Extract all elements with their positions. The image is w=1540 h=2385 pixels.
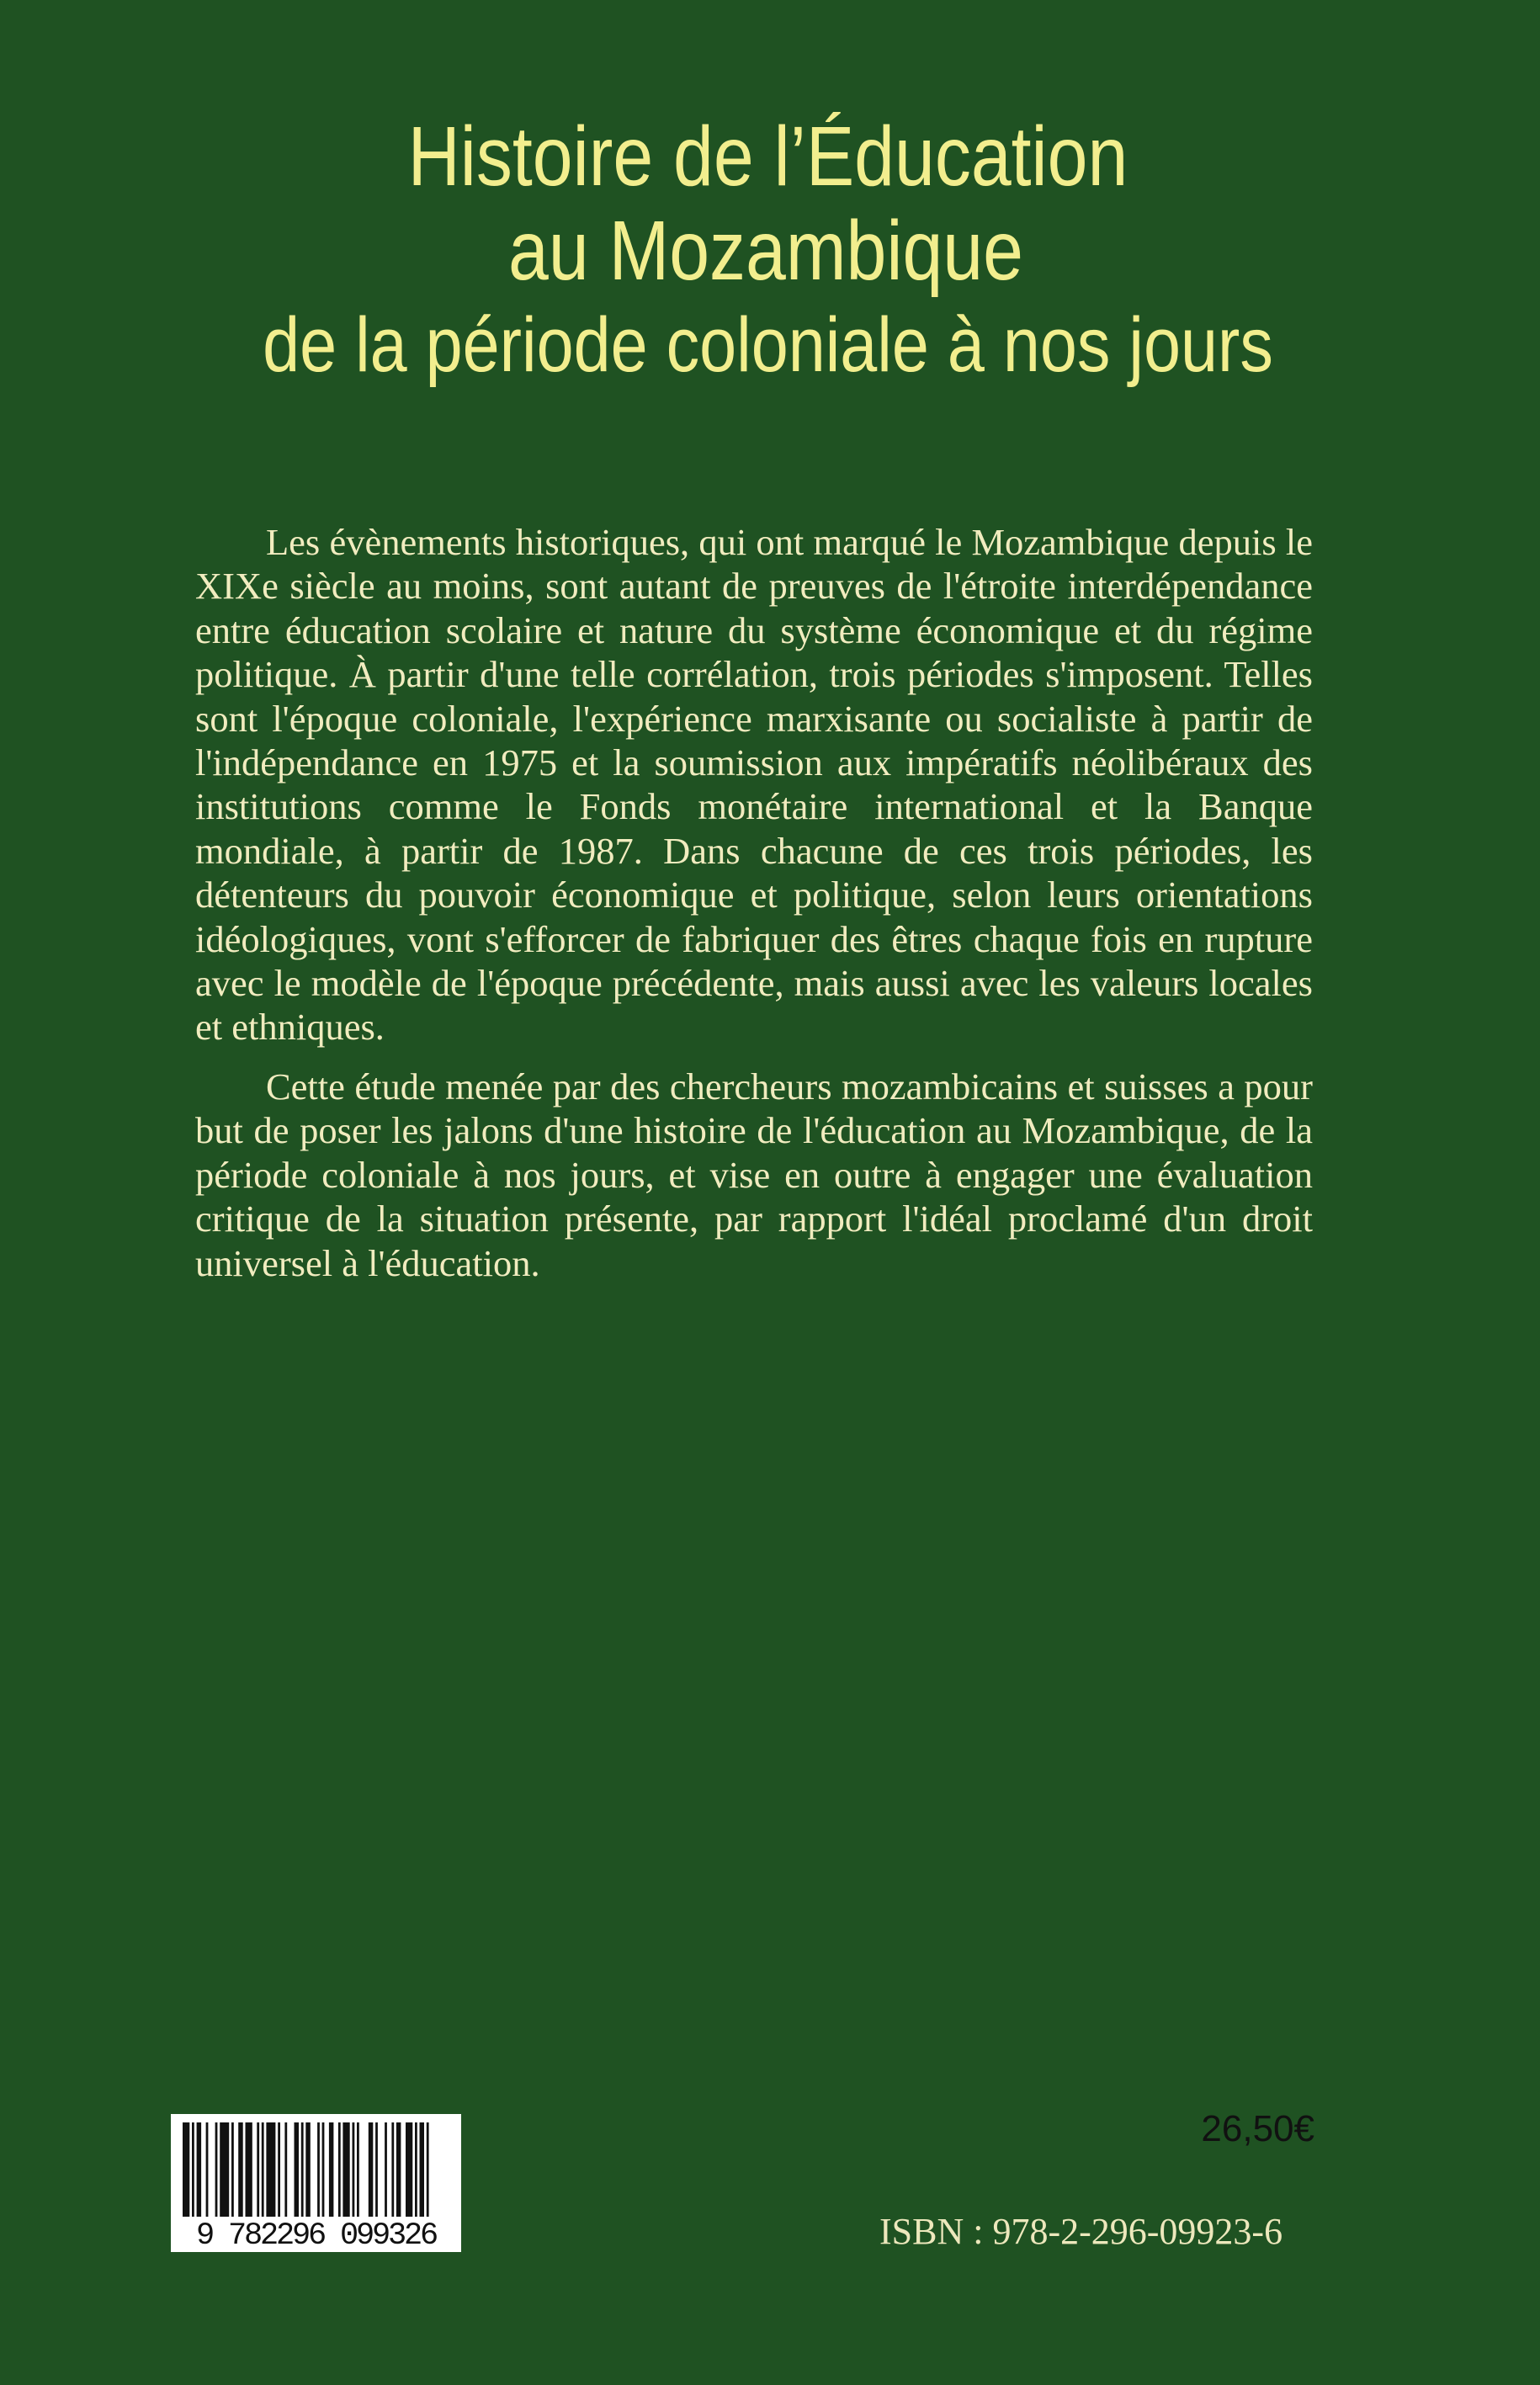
blurb bbox=[195, 520, 1313, 1300]
barcode-bar bbox=[329, 2122, 334, 2217]
barcode-bar bbox=[266, 2122, 275, 2217]
barcode-bar bbox=[305, 2122, 311, 2217]
barcode-bar bbox=[396, 2122, 401, 2217]
barcode-bar bbox=[415, 2122, 417, 2217]
barcode-bar bbox=[391, 2122, 394, 2217]
barcode-bar bbox=[231, 2122, 234, 2217]
barcode-bar bbox=[215, 2122, 218, 2217]
barcode-bar bbox=[375, 2122, 378, 2217]
barcode-bar bbox=[322, 2122, 325, 2217]
barcode-bar bbox=[183, 2122, 189, 2217]
subtitle: de la période coloniale à nos jours bbox=[263, 302, 1273, 388]
barcode-bar bbox=[192, 2122, 194, 2217]
blurb-paragraph-1: Les évènements historiques, qui ont marqué le Mozambique depuis le XIXe siècle au moins, sont autant de preuves de l'étroite interdépendance entre éducation scolaire et nature du système économique et du régime politique. À partir d'une telle corrélation, trois périodes s'imposent. Telles sont l'époque coloniale, l'expérience marxisante ou socialiste à partir de l'indépendance en 1975 et la soumission aux impératifs néolibéraux des institutions comme le Fonds monétaire international et la Banque mondiale, à partir de 1987. Dans chacune de ces trois périodes, les détenteurs du pouvoir économique et politique, selon leurs orientations idéologiques, vont s'efforcer de fabriquer des êtres chaque fois en rupture avec le modèle de l'époque précédente, mais aussi avec les valeurs locales et ethniques. bbox=[195, 521, 1313, 1049]
barcode-bar bbox=[257, 2122, 259, 2217]
barcode-bar bbox=[317, 2122, 320, 2217]
barcode-bar bbox=[301, 2122, 304, 2217]
barcode-bar bbox=[246, 2122, 252, 2217]
barcode-bar bbox=[220, 2122, 229, 2217]
blurb-paragraph-2: Cette étude menée par des chercheurs mozambicains et suisses a pour but de poser les jalons d'une histoire de l'éducation au Mozambique, de la période coloniale à nos jours, et vise en outre à engager une évaluation critique de la situation présente, par rapport l'idéal proclamé d'un droit universel à l'éducation. bbox=[195, 1065, 1313, 1284]
barcode-bar bbox=[197, 2122, 202, 2217]
barcode-bar bbox=[278, 2122, 280, 2217]
barcode-bar bbox=[262, 2122, 264, 2217]
barcode-bar bbox=[343, 2122, 349, 2217]
price: 26,50€ bbox=[1201, 2108, 1314, 2149]
barcode-bars bbox=[171, 2114, 461, 2222]
barcode-bar bbox=[284, 2122, 287, 2217]
barcode-bar bbox=[238, 2122, 243, 2217]
title-line-1: Histoire de l’Éducation bbox=[407, 109, 1128, 204]
barcode-bar bbox=[420, 2122, 425, 2217]
barcode bbox=[171, 2114, 461, 2252]
barcode-bar bbox=[406, 2122, 412, 2217]
barcode-bar bbox=[206, 2122, 209, 2217]
barcode-bar bbox=[369, 2122, 374, 2217]
title-line-2: au Mozambique bbox=[508, 204, 1023, 298]
isbn: ISBN : 978-2-296-09923-6 bbox=[879, 2211, 1283, 2252]
barcode-digits: 9 782296 099326 bbox=[195, 2218, 437, 2254]
barcode-bar bbox=[353, 2122, 355, 2217]
barcode-bar bbox=[385, 2122, 387, 2217]
barcode-bar bbox=[295, 2122, 300, 2217]
barcode-bar bbox=[427, 2122, 429, 2217]
barcode-bar bbox=[338, 2122, 341, 2217]
book-title bbox=[0, 109, 1540, 392]
barcode-bar bbox=[357, 2122, 359, 2217]
